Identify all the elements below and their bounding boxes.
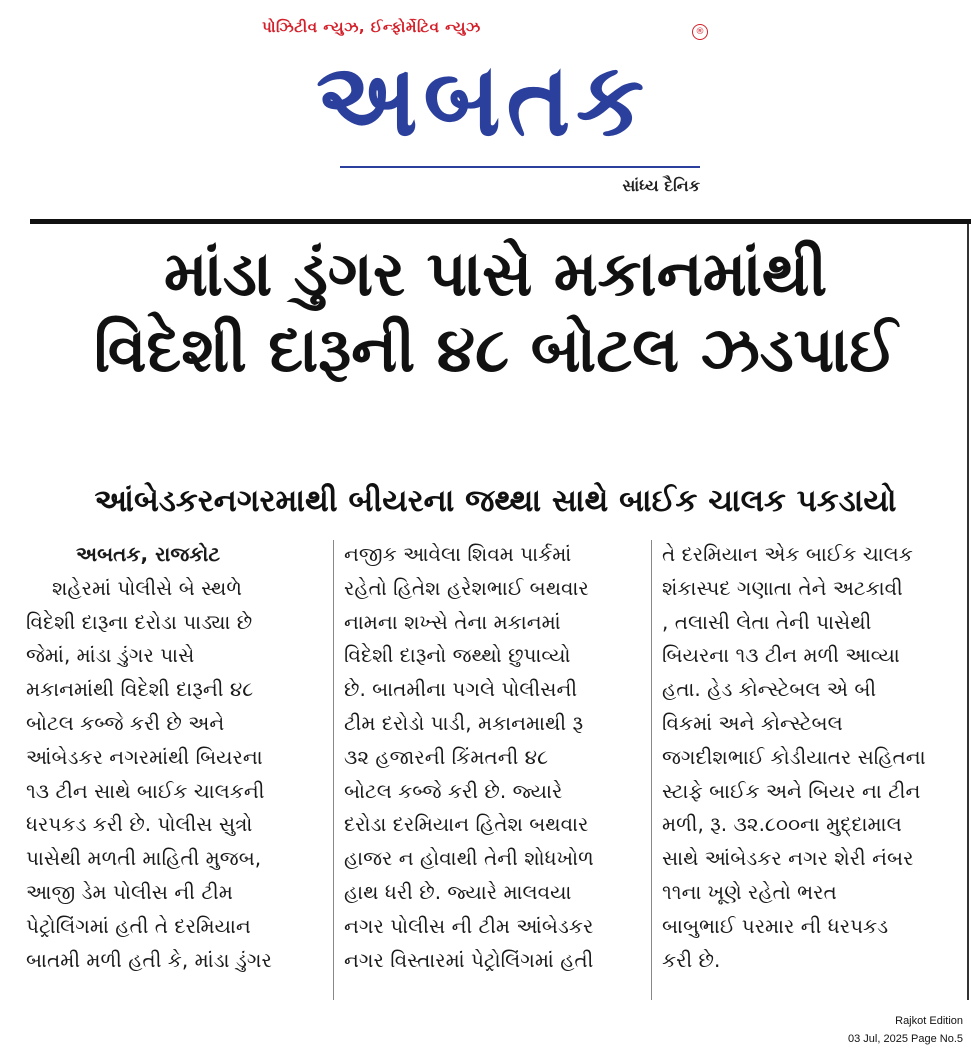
article-text-line: તે દરમિયાન એક બાઈક ચાલક	[662, 542, 913, 566]
article-column-3	[662, 538, 958, 977]
article-text-line: નજીક આવેલા શિવમ પાર્કમાં	[344, 542, 572, 566]
article-text-line: પેટ્રોલિંગમાં હતી તે દરમિયાન	[26, 913, 251, 938]
article-text-line: નગર પોલીસ ની ટીમ આંબેડકર	[344, 913, 594, 938]
column-divider	[651, 540, 652, 1000]
article-column-1	[26, 538, 322, 977]
newspaper-logo	[258, 38, 708, 168]
article-text-line: છે. બાતમીના પગલે પોલીસની	[344, 677, 578, 702]
article-text-line: નગર વિસ્તારમાં પેટ્રોલિંગમાં હતી	[344, 947, 594, 972]
article-text-line: સાથે આંબેડકર નગર શેરી નંબર	[662, 846, 914, 871]
article-text-line: કરી છે.	[662, 947, 721, 972]
article-text-line: વિદેશી દારૂનો જથ્થો છુપાવ્યો	[344, 643, 571, 668]
article-text-line: શંકાસ્પદ ગણાતા તેને અટકાવી	[662, 575, 903, 600]
masthead	[0, 0, 971, 212]
article-text-line: વિકમાં અને કોન્સ્ટેબલ	[662, 710, 843, 735]
column-divider	[333, 540, 334, 1000]
article-dateline: અબતક, રાજકોટ	[76, 542, 221, 566]
article-text-line: જગદીશભાઈ કોડીયાતર સહિતના	[662, 744, 926, 769]
article-text-line: મકાનમાંથી વિદેશી દારૂની ૪૮	[26, 677, 254, 702]
article-text-line: ૧૩ ટીન સાથે બાઈક ચાલકની	[26, 778, 265, 803]
article-subheadline: આંબેડકરનગરમાથી બીયરના જથ્થા સાથે બાઈક ચાલક પકડાયો	[94, 483, 897, 519]
article-text-line: ટીમ દરોડો પાડી, મકાનમાથી રૂ	[344, 710, 584, 735]
article-text-line: દરોડા દરમિયાન હિતેશ બથવાર	[344, 812, 589, 837]
article-text-line: બોટલ કબ્જે કરી છે. જ્યારે	[344, 778, 563, 803]
article-text-line: જેમાં, માંડા ડુંગર પાસે	[26, 643, 195, 668]
article-text-line: બોટલ કબ્જે કરી છે અને	[26, 710, 225, 735]
article-text-line: હતા. હેડ કોન્સ્ટેબલ એ બી	[662, 677, 877, 702]
article-text-line: ૩૨ હજારની કિંમતની ૪૮	[344, 744, 549, 769]
article-text-line: બાબુભાઈ પરમાર ની ધરપકડ	[662, 913, 889, 938]
masthead-tagline: પોઝિટીવ ન્યુઝ, ઈન્ફોર્મેટિવ ન્યુઝ	[262, 18, 481, 36]
article-text-line: રહેતો હિતેશ હરેશભાઈ બથવાર	[344, 575, 589, 600]
article-column-2	[344, 538, 640, 977]
article-text-line: બાતમી મળી હતી કે, માંડા ડુંગર	[26, 947, 272, 972]
article-text-line: ૧૧ના ખૂણે રહેતો ભરત	[662, 879, 837, 904]
edition-info	[848, 1012, 963, 1048]
edition-date-page: 03 Jul, 2025 Page No.5	[848, 1033, 963, 1045]
article-text-line: વિદેશી દારૂના દરોડા પાડ્યા છે	[26, 609, 253, 634]
article-text-line: શહેરમાં પોલીસે બે સ્થળે	[52, 575, 242, 600]
right-border	[967, 224, 969, 1000]
article-text-line: આંબેડકર નગરમાંથી બિયરના	[26, 744, 263, 769]
registered-mark-icon: ®	[692, 24, 708, 40]
article-text-line: મળી, રૂ. ૩૨.૮૦૦ના મુદ્દામાલ	[662, 812, 902, 837]
article-text-line: આજી ડેમ પોલીસ ની ટીમ	[26, 879, 233, 904]
article-text-line: બિયરના ૧૩ ટીન મળી આવ્યા	[662, 643, 900, 668]
article-text-line: સ્ટાફે બાઈક અને બિયર ના ટીન	[662, 778, 921, 803]
article-text-line: હાથ ધરી છે. જ્યારે માલવયા	[344, 879, 572, 904]
logo-text: અબતક	[316, 41, 650, 159]
article-text-line: પાસેથી મળતી માહિતી મુજબ,	[26, 846, 262, 871]
headline-line-2: વિદેશી દારૂની ૪૮ બોટલ ઝડપાઈ	[93, 313, 898, 386]
article-text-line: હાજર ન હોવાથી તેની શોધખોળ	[344, 846, 594, 871]
article-text-line: ધરપકડ કરી છે. પોલીસ સુત્રો	[26, 812, 253, 837]
article-text-line: નામના શખ્સે તેના મકાનમાં	[344, 609, 561, 634]
article-text-line: , તલાસી લેતા તેની પાસેથી	[662, 609, 872, 634]
logo-underline	[340, 166, 700, 168]
headline-line-1: માંડા ડુંગર પાસે મકાનમાંથી	[163, 237, 828, 310]
header-divider	[30, 219, 971, 224]
article-headline	[24, 236, 967, 388]
edition-name: Rajkot Edition	[895, 1015, 963, 1027]
masthead-subtitle: સાંધ્ય દૈનિક	[622, 176, 700, 195]
